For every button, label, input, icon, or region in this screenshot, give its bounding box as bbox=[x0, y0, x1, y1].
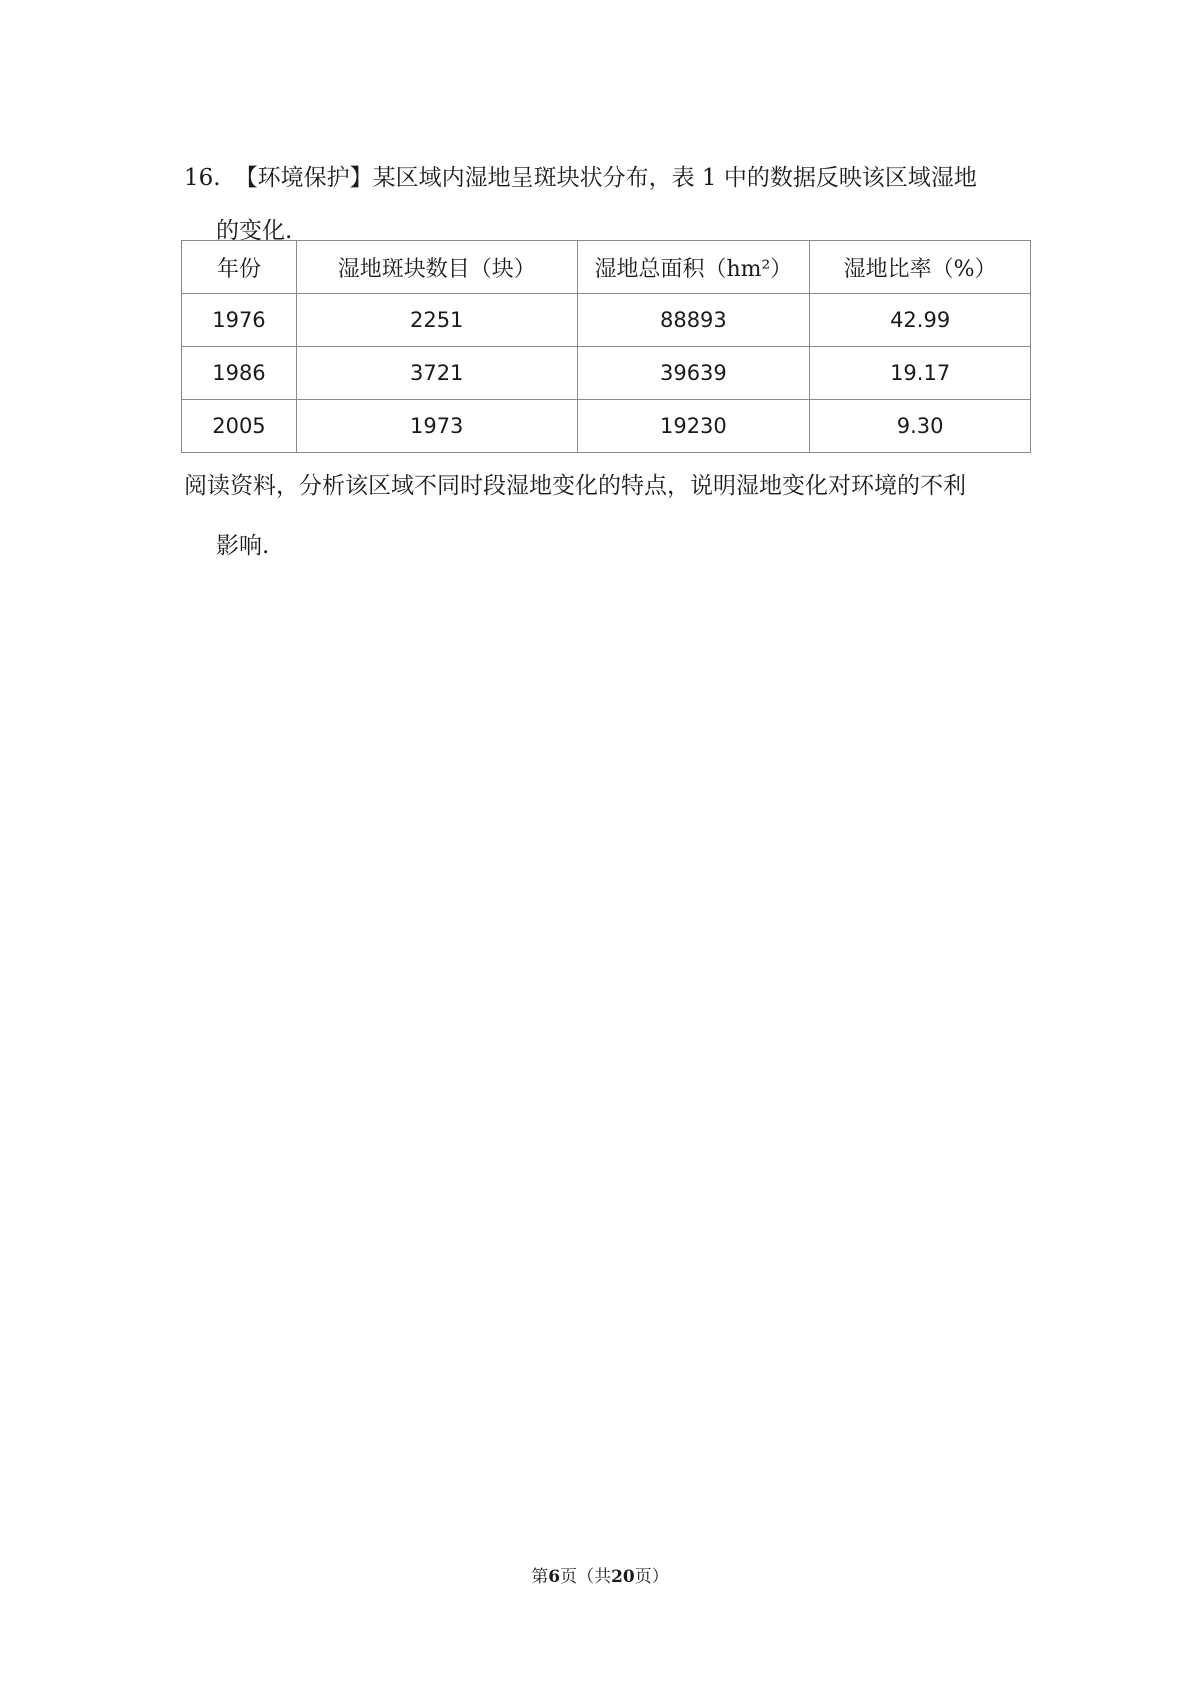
prompt-line-2: 影响. bbox=[216, 533, 270, 559]
footer-suffix: 页） bbox=[634, 1567, 669, 1587]
cell-wetland-ratio: 9.30 bbox=[810, 400, 1031, 453]
cell-total-area: 19230 bbox=[577, 400, 810, 453]
prompt-line-1: 阅读资料，分析该区域不同时段湿地变化的特点，说明湿地变化对环境的不利 bbox=[184, 473, 966, 499]
cell-patch-count: 2251 bbox=[296, 294, 577, 347]
question-prompt bbox=[184, 456, 1034, 576]
cell-year: 1976 bbox=[182, 294, 297, 347]
header-patch-count: 湿地斑块数目（块） bbox=[296, 241, 577, 294]
table-row bbox=[182, 347, 1031, 400]
page-footer bbox=[0, 1562, 1200, 1587]
question-stem: 【环境保护】某区域内湿地呈斑块状分布，表 1 中的数据反映该区域湿地 bbox=[234, 165, 977, 191]
table-row bbox=[182, 294, 1031, 347]
cell-total-area: 88893 bbox=[577, 294, 810, 347]
cell-patch-count: 1973 bbox=[296, 400, 577, 453]
question-number: 16. bbox=[184, 165, 221, 191]
table-header-row bbox=[182, 241, 1031, 294]
cell-wetland-ratio: 42.99 bbox=[810, 294, 1031, 347]
header-year: 年份 bbox=[182, 241, 297, 294]
header-wetland-ratio: 湿地比率（%） bbox=[810, 241, 1031, 294]
total-page-count: 20 bbox=[611, 1567, 635, 1587]
question-line-1 bbox=[184, 152, 1034, 205]
wetland-data-table bbox=[181, 240, 1031, 453]
table-row bbox=[182, 400, 1031, 453]
cell-wetland-ratio: 19.17 bbox=[810, 347, 1031, 400]
question-line-2: 的变化. bbox=[216, 218, 293, 244]
cell-year: 2005 bbox=[182, 400, 297, 453]
cell-year: 1986 bbox=[182, 347, 297, 400]
footer-middle: 页（共 bbox=[560, 1567, 612, 1587]
cell-patch-count: 3721 bbox=[296, 347, 577, 400]
current-page-number: 6 bbox=[548, 1567, 561, 1587]
header-total-area: 湿地总面积（hm²） bbox=[577, 241, 810, 294]
cell-total-area: 39639 bbox=[577, 347, 810, 400]
footer-prefix: 第 bbox=[531, 1567, 549, 1587]
